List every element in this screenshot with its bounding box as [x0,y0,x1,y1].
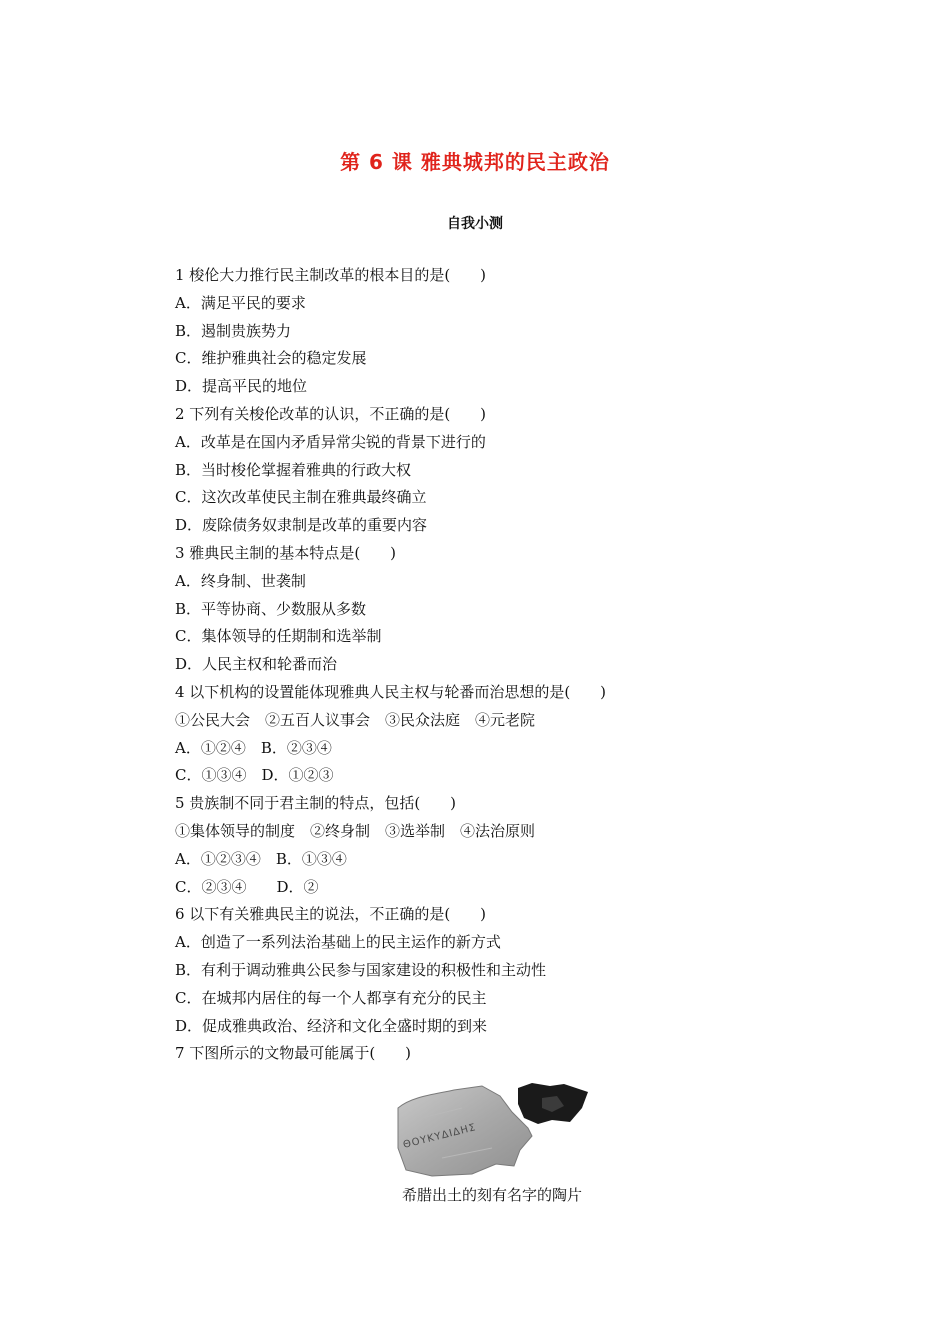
question-6-option-b: B．有利于调动雅典公民参与国家建设的积极性和主动性 [175,960,547,979]
question-1-stem: 1 梭伦大力推行民主制改革的根本目的是( ) [175,266,487,284]
question-1-option-b: B．遏制贵族势力 [175,321,292,340]
page-title: 第 6 课 雅典城邦的民主政治 [340,150,610,174]
question-5-options-cd: C．②③④ D．② [175,877,319,896]
section-subtitle: 自我小测 [447,216,503,232]
question-2-option-b: B．当时梭伦掌握着雅典的行政大权 [175,460,412,479]
question-1-option-d: D．提高平民的地位 [175,377,308,396]
ostracon-photo [392,1078,592,1178]
question-2-option-a: A．改革是在国内矛盾异常尖锐的背景下进行的 [175,432,486,451]
question-4-options-cd: C．①③④ D．①②③ [175,766,334,785]
question-6-stem: 6 以下有关雅典民主的说法，不正确的是( ) [175,905,487,924]
sherd-inscription: ΘΟΥΚΥΔΙΔΗΣ [402,1122,478,1151]
question-4-options-ab: A．①②④ B．②③④ [175,738,332,757]
question-4-items: ①公民大会 ②五百人议事会 ③民众法庭 ④元老院 [175,710,536,729]
question-2-option-d: D．废除债务奴隶制是改革的重要内容 [175,516,428,535]
question-3-option-b: B．平等协商、少数服从多数 [175,599,367,618]
question-1-option-c: C．维护雅典社会的稳定发展 [175,349,367,368]
question-3-stem: 3 雅典民主制的基本特点是( ) [175,543,397,562]
figure-caption: 希腊出土的刻有名字的陶片 [401,1186,582,1204]
question-5-stem: 5 贵族制不同于君主制的特点，包括( ) [175,794,457,813]
question-3-option-c: C．集体领导的任期制和选举制 [175,627,382,646]
question-6-option-d: D．促成雅典政治、经济和文化全盛时期的到来 [175,1016,488,1035]
question-3-option-a: A．终身制、世袭制 [175,571,306,590]
question-5-items: ①集体领导的制度 ②终身制 ③选举制 ④法治原则 [175,821,536,840]
question-2-option-c: C．这次改革使民主制在雅典最终确立 [175,488,427,507]
question-1-option-a: A．满足平民的要求 [175,293,306,312]
question-7-stem: 7 下图所示的文物最可能属于( ) [175,1044,412,1063]
question-4-stem: 4 以下机构的设置能体现雅典人民主权与轮番而治思想的是( ) [175,682,607,701]
question-2-stem: 2 下列有关梭伦改革的认识，不正确的是( ) [175,404,487,423]
question-6-option-c: C．在城邦内居住的每一个人都享有充分的民主 [175,988,487,1007]
question-6-option-a: A．创造了一系列法治基础上的民主运作的新方式 [175,933,501,952]
question-5-options-ab: A．①②③④ B．①③④ [175,849,347,868]
question-3-option-d: D．人民主权和轮番而治 [175,655,338,674]
question-list [175,262,795,1068]
